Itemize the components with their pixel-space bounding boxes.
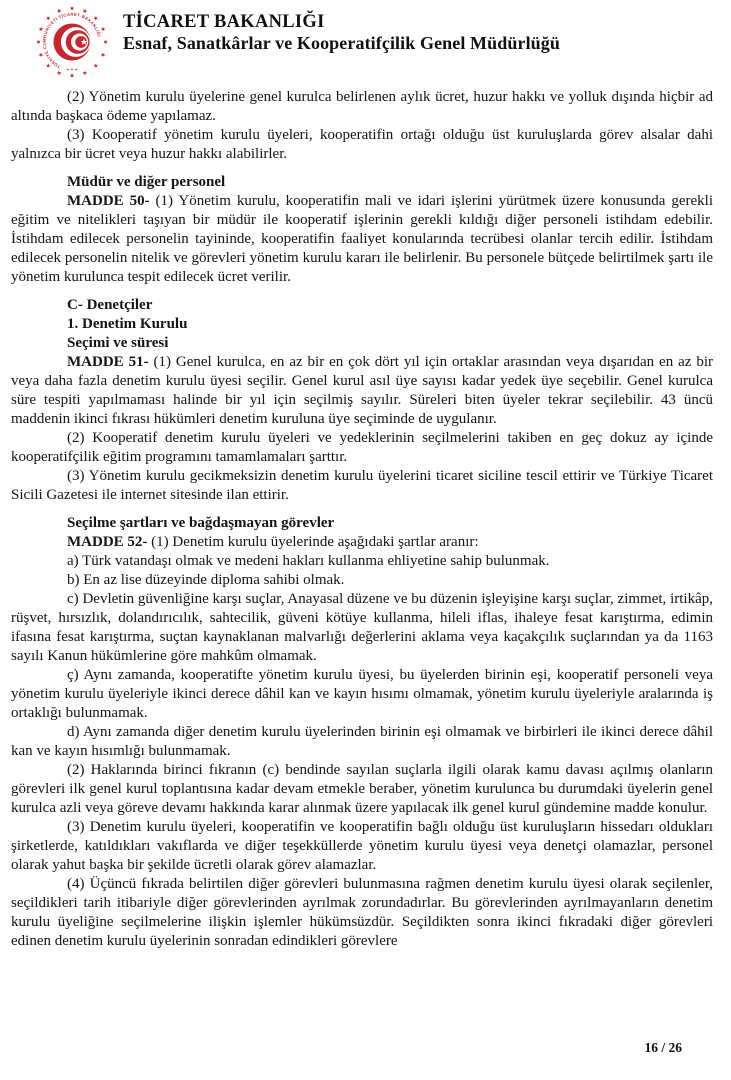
header-titles xyxy=(123,11,560,53)
paragraph xyxy=(11,192,713,287)
paragraph: b) En az lise düzeyinde diploma sahibi olmak. xyxy=(67,572,345,588)
emblem-bottom-stars: ★ ★ ★ xyxy=(66,67,78,72)
article-number: MADDE 51- xyxy=(67,354,149,370)
section-heading: 1. Denetim Kurulu xyxy=(67,316,188,332)
section-heading: Müdür ve diğer personel xyxy=(67,174,226,190)
emblem-crescent xyxy=(53,23,90,60)
paragraph: ç) Aynı zamanda, kooperatifte yönetim kurulu üyesi, bu üyelerden birinin eşi, kooperatif personeli veya yönetim kurulu üyeleriyle ikinci derece dâhil kan ve kayın hısımı olmamak, yönetim kurulu üyeleriyle aralarında iş ortaklığı bulunmamak. xyxy=(11,667,713,721)
article-number: MADDE 52- xyxy=(67,534,148,550)
paragraph: (2) Kooperatif denetim kurulu üyeleri ve yedeklerinin seçilmelerini takiben en geç dokuz ay içinde kooperatifçilik eğitim programını tamamlamaları şarttır. xyxy=(11,430,713,465)
paragraph: c) Devletin güvenliğine karşı suçlar, Anayasal düzene ve bu düzenin işleyişine karşı suçlar, zimmet, irtikâp, rüşvet, hırsızlık, dolandırıcılık, sahtecilik, güveni kötüye kullanma, hileli iflas, ihaleye fesat karıştırma, edimin ifasına fesat karıştırma, suçtan kaynaklanan malvarlığı değerlerini aklama veya kaçakçılık suçlarından ya da 1163 sayılı Kanun hükümlerine göre mahkûm olmamak. xyxy=(11,591,713,664)
paragraph: (2) Haklarında birinci fıkranın (c) bendinde sayılan suçlarla ilgili olarak kamu davası açılmış olanların görevleri ilk genel kurul toplantısına kadar devam etmekle beraber, yönetim kurulunca bu durumdaki üyelerin genel kurulca azli veya göreve devamı hakkında karar alınmak üzere yapılacak ilk genel kurul gündemine madde konulur. xyxy=(11,762,713,816)
paragraph: (3) Denetim kurulu üyeleri, kooperatifin ve kooperatifin bağlı olduğu üst kuruluşların hissedarı oldukları şirketlerde, katıldıkları vakıflarda ve diğer teşekküllerde yönetim kurulu üyesi veya denetçi olamazlar, personel olarak yahut başka bir şekilde ücretli olarak görev alamazlar. xyxy=(11,819,713,873)
paragraph xyxy=(11,533,713,552)
ministry-title: TİCARET BAKANLIĞI xyxy=(123,12,325,32)
section-heading: Seçilme şartları ve bağdaşmayan görevler xyxy=(67,515,335,531)
paragraph: (2) Yönetim kurulu üyelerine genel kurulca belirlenen aylık ücret, huzur hakkı ve yolluk dışında hiçbir ad altında başkaca ödeme yapılamaz. xyxy=(11,89,713,124)
document-body xyxy=(11,88,713,951)
paragraph xyxy=(11,353,713,429)
page-number: 16 / 26 xyxy=(644,1040,682,1055)
section-heading: C- Denetçiler xyxy=(67,297,153,313)
paragraph: (3) Yönetim kurulu gecikmeksizin denetim kurulu üyelerini ticaret siciline tescil ettirir ve Türkiye Ticaret Sicili Gazetesi ile internet sitesinde ilan ettirir. xyxy=(11,468,713,503)
paragraph-text: (1) Genel kurulca, en az bir en çok dört yıl için ortaklar arasından veya dışarıdan en az bir veya daha fazla denetim kurulu üyesi seçilir. Genel kurul asıl üye sayısı kadar yedek üye seçebilir. Genel kurulca süre tespiti yapılmaması halinde bir yıl için seçilmiş sayılır. Süreleri biten üyeler tekrar seçilebilir. 43 üncü maddenin ikinci fıkrası hükümleri denetim kuruluna üye seçiminde de uygulanır. xyxy=(11,354,714,427)
paragraph: (4) Üçüncü fıkrada belirtilen diğer görevleri bulunmasına rağmen denetim kurulu üyesi olarak seçilenler, seçildikleri tarih itibariyle diğer görevlerinden ayrılmak zorundadırlar. Bu görevlerinden ayrılmayanların denetim kurulu üyeliğine seçilmelerine ilişkin işlemler hükümsüzdür. Seçildikten sonra ikinci fıkradaki diğer görevleri edinen denetim kurulu üyelerinin sonradan edindikleri görevlere xyxy=(11,876,713,949)
directorate-subtitle: Esnaf, Sanatkârlar ve Kooperatifçilik Genel Müdürlüğü xyxy=(123,33,560,53)
paragraph: (3) Kooperatif yönetim kurulu üyeleri, kooperatifin ortağı olduğu üst kuruluşlarda görev alsalar dahi yalnızca bir ücret veya huzur hakkı alabilirler. xyxy=(11,127,713,162)
document-header xyxy=(0,0,731,88)
section-heading: Seçimi ve süresi xyxy=(67,335,169,351)
paragraph: d) Aynı zamanda diğer denetim kurulu üyelerinden birinin eşi olmamak ve birbirleri ile ikinci derece dâhil kan ve kayın hısımlığı bulunmamak. xyxy=(11,724,713,759)
ministry-of-trade-logo-icon xyxy=(33,3,111,81)
paragraph-text: (1) Denetim kurulu üyelerinde aşağıdaki şartlar aranır: xyxy=(147,534,479,550)
paragraph-text: (1) Yönetim kurulu, kooperatifin mali ve idari işlerini yürütmek üzere konusunda gerekli eğitim ve nitelikleri taşıyan bir müdür ile kooperatif işlerinin gerekli kıldığı diğer personeli istihdam edebilir. İstihdam edilecek personelin tayininde, kooperatifin faaliyet konularında tecrübesi olanlar tercih edilir. İstihdam edilecek personelin nitelik ve görevleri yönetim kurulu kararı ile belirlenir. Bu personele bütçede belirtilmek şartı ile yönetim kurulunca tespit edilecek ücret verilir. xyxy=(11,193,713,285)
article-number: MADDE 50- xyxy=(67,193,150,209)
emblem-ring-text: TÜRKİYE CUMHURİYETİ TİCARET BAKANLIĞI xyxy=(41,11,102,70)
paragraph: a) Türk vatandaşı olmak ve medeni hakları kullanma ehliyetine sahip bulunmak. xyxy=(67,553,550,569)
